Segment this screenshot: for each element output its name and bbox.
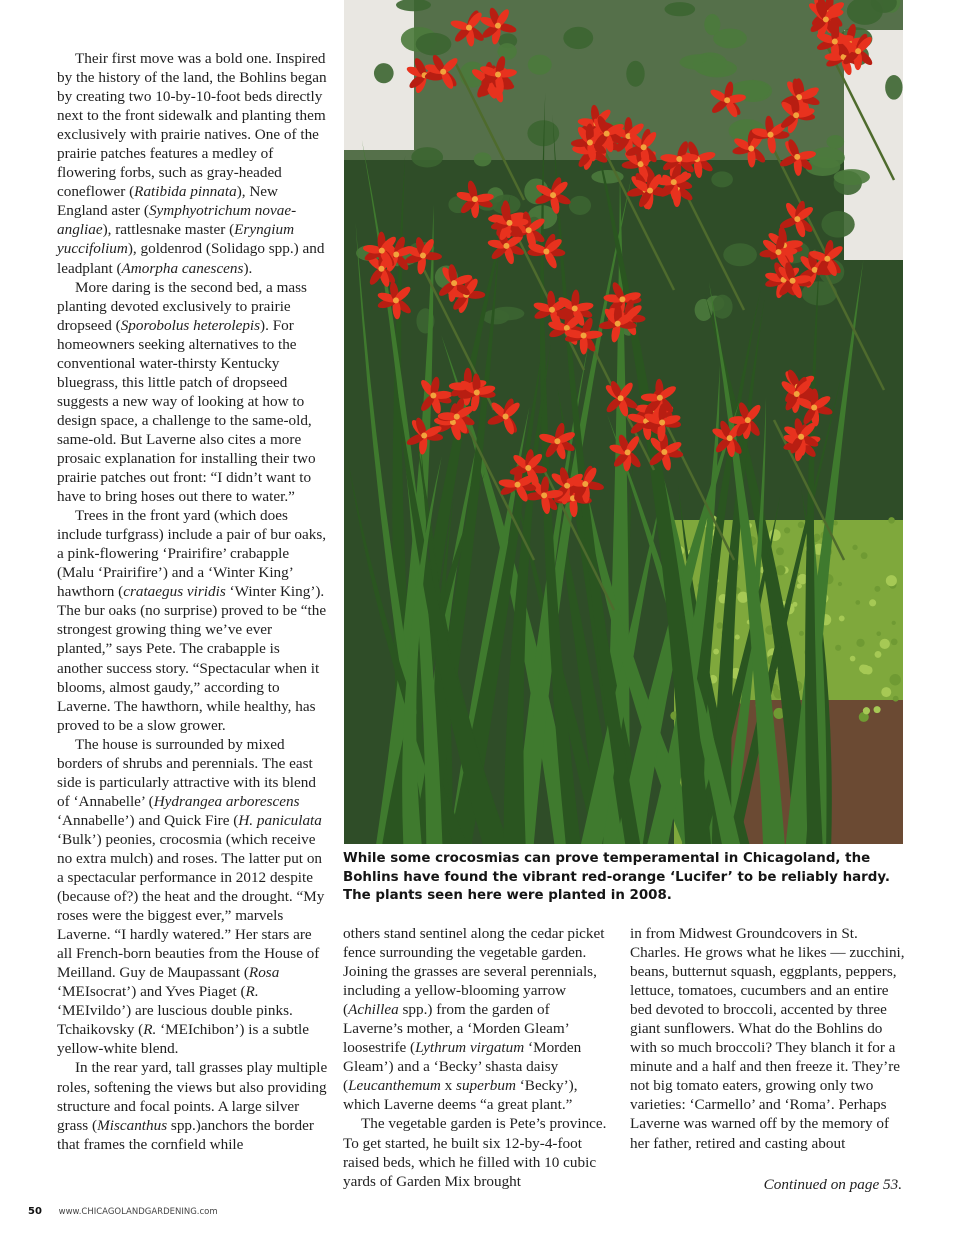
flower-center bbox=[615, 321, 621, 327]
groundcover-leaf bbox=[838, 582, 842, 586]
article-column-right bbox=[630, 924, 906, 1153]
scientific-name: Amorpha canescens bbox=[121, 259, 244, 277]
text-run: ), New England aster ( bbox=[57, 183, 279, 220]
groundcover-leaf bbox=[881, 687, 891, 697]
text-run: The vegetable garden is Pete’s province. To get started, he built six 12-by-4-foot raised beds, which he filled with 10 cubic yards of Garden Mix brought bbox=[343, 1115, 607, 1190]
flower-center bbox=[549, 307, 555, 313]
background-leaf bbox=[665, 2, 696, 16]
groundcover-leaf bbox=[713, 649, 719, 655]
flower-center bbox=[495, 23, 501, 29]
groundcover-leaf bbox=[874, 706, 881, 713]
background-leaf bbox=[821, 211, 854, 238]
text-run: spp.)anchors the border that frames the cornfield while bbox=[57, 1116, 314, 1153]
background-leaf bbox=[569, 196, 591, 215]
text-run: ). bbox=[243, 259, 253, 277]
photo-illustration bbox=[344, 0, 903, 844]
article-paragraph bbox=[57, 49, 329, 278]
photo-caption: While some crocosmias can prove temperamental in Chicagoland, the Bohlins have found the vibrant red-orange ‘Lucifer’ to be reliably hardy. The plants seen here were planted in 2008. bbox=[343, 851, 890, 903]
scientific-name: R. bbox=[245, 983, 259, 1001]
flower-center bbox=[661, 449, 667, 455]
groundcover-leaf bbox=[874, 586, 880, 592]
flower-center bbox=[811, 404, 817, 410]
flower-center bbox=[824, 256, 830, 262]
flower-center bbox=[657, 395, 663, 401]
background-leaf bbox=[697, 60, 736, 78]
text-run: In the rear yard, tall grasses play multiple roles, softening the views but also providing structure and focal points. A large silver grass ( bbox=[57, 1059, 328, 1134]
groundcover-leaf bbox=[839, 616, 845, 622]
text-run: ). For homeowners seeking alternatives to the conventional water-thirsty Kentucky bluegrass, this little patch of dropseed suggests a new way of looking at how to design space, a challenge to the same-old, same-old. But Laverne also cites a more prosaic explanation for installing their two prairie patches out front: “I didn’t want to have to bring hoses out there to water.” bbox=[57, 316, 316, 506]
groundcover-leaf bbox=[776, 547, 784, 555]
flower-center bbox=[495, 72, 501, 78]
groundcover-leaf bbox=[856, 639, 864, 647]
groundcover-leaf bbox=[717, 622, 724, 629]
text-run: ‘Winter King’). The bur oaks (no surprise) proved to be “the strongest growing thing we’ve ever planted,” says Pete. The crabapple is another success story. “Spectacular when it blooms, almost gaudy,” according to Laverne. The hawthorn, while healthy, has proved to be a slow grower. bbox=[57, 583, 327, 734]
groundcover-leaf bbox=[769, 529, 781, 541]
flower-center bbox=[379, 248, 385, 254]
article-paragraph bbox=[630, 924, 906, 1153]
flower-center bbox=[676, 156, 682, 162]
background-leaf bbox=[712, 295, 732, 319]
background-leaf bbox=[826, 135, 844, 149]
flower-center bbox=[525, 465, 531, 471]
flower-center bbox=[503, 413, 509, 419]
flower-center bbox=[474, 390, 480, 396]
article-column-left bbox=[57, 49, 329, 1154]
flower-center bbox=[832, 39, 838, 45]
text-run: Trees in the front yard (which does include turfgrass) include a pair of bur oaks, a pink-flowering ‘Prairifire’ crabapple (Malu ‘Prairifire’) and a ‘Winter King’ hawthorn ( bbox=[57, 507, 327, 601]
flower-center bbox=[543, 248, 549, 254]
scientific-name: Rosa bbox=[248, 964, 280, 982]
flower-center bbox=[554, 438, 560, 444]
flower-center bbox=[671, 179, 677, 185]
scientific-name: Ratibida pinnata bbox=[134, 183, 237, 201]
flower-center bbox=[582, 481, 588, 487]
background-leaf bbox=[711, 171, 733, 187]
background-leaf bbox=[563, 27, 593, 49]
text-run: ), goldenrod (Solidago spp.) and leadplant ( bbox=[57, 240, 325, 277]
flower-center bbox=[775, 249, 781, 255]
flower-center bbox=[451, 280, 457, 286]
continued-note: Continued on page 53. bbox=[763, 1176, 902, 1193]
background-leaf bbox=[626, 61, 644, 87]
scientific-name: superbum bbox=[456, 1077, 516, 1095]
scientific-name: Symphyotrichum novae-angliae bbox=[57, 202, 297, 239]
groundcover-leaf bbox=[784, 527, 790, 533]
flower-center bbox=[378, 266, 384, 272]
flower-center bbox=[515, 482, 521, 488]
flower-center bbox=[506, 220, 512, 226]
flower-center bbox=[793, 112, 799, 118]
background-leaf bbox=[483, 310, 510, 325]
background-leaf bbox=[411, 147, 443, 167]
groundcover-leaf bbox=[888, 517, 895, 524]
flower-center bbox=[618, 395, 624, 401]
groundcover-leaf bbox=[893, 696, 899, 702]
flower-center bbox=[724, 97, 730, 103]
groundcover-leaf bbox=[891, 639, 898, 646]
background-leaf bbox=[834, 169, 870, 185]
flower-center bbox=[768, 132, 774, 138]
article-paragraph bbox=[343, 1114, 611, 1190]
groundcover-leaf bbox=[852, 545, 857, 550]
text-run: ‘MEIchibon’) is a subtle yellow-white blend. bbox=[57, 1021, 310, 1058]
background-leaf bbox=[704, 14, 720, 35]
flower-center bbox=[420, 253, 426, 259]
article-paragraph bbox=[57, 506, 329, 735]
text-run: The house is surrounded by mixed borders of shrubs and perennials. The east side is particularly attractive with its blend of ‘Annabelle’ ( bbox=[57, 735, 316, 810]
text-run: ), rattlesnake master ( bbox=[102, 221, 235, 239]
article-column-middle bbox=[343, 924, 611, 1191]
flower-center bbox=[550, 192, 556, 198]
flower-center bbox=[541, 492, 547, 498]
article-paragraph bbox=[57, 1058, 329, 1153]
groundcover-leaf bbox=[863, 707, 870, 714]
flower-center bbox=[503, 243, 509, 249]
groundcover-leaf bbox=[892, 621, 896, 625]
groundcover-leaf bbox=[876, 631, 881, 636]
groundcover-leaf bbox=[850, 656, 856, 662]
flower-center bbox=[798, 434, 804, 440]
scientific-name: crataegus viridis bbox=[123, 583, 226, 601]
scientific-name: H. paniculata bbox=[238, 811, 322, 829]
groundcover-leaf bbox=[773, 689, 781, 697]
scientific-name: R. bbox=[143, 1021, 157, 1039]
flower-center bbox=[794, 216, 800, 222]
flower-center bbox=[454, 414, 460, 420]
flower-center bbox=[823, 16, 829, 22]
text-run: ‘Becky’), which Laverne deems “a great plant.” bbox=[343, 1077, 578, 1114]
flower-center bbox=[659, 419, 665, 425]
groundcover-leaf bbox=[798, 522, 805, 529]
background-leaf bbox=[416, 33, 452, 56]
background-leaf bbox=[885, 75, 902, 100]
article-paragraph bbox=[57, 735, 329, 1059]
flower-center bbox=[430, 392, 436, 398]
text-run: ‘Annabelle’) and Quick Fire ( bbox=[57, 811, 239, 829]
text-run: others stand sentinel along the cedar picket fence surrounding the vegetable garden. Joining the grasses are several perennials, including a yellow-blooming yarrow ( bbox=[343, 925, 605, 1019]
flower-center bbox=[641, 144, 647, 150]
scientific-name: Eryngium yuccifolium bbox=[57, 221, 295, 258]
text-run: ‘Bulk’) peonies, crocosmia (which receive no extra mulch) and roses. The latter put on a spectacular performance in 2012 despite (because of?) the heat and the drought. “My roses were the biggest ever,” marvels Laverne. “I hardly watered.” Her stars are all French-born beauties from the House of Meilland. Guy de Maupassant ( bbox=[57, 830, 325, 982]
text-run: ‘MEIvildo’) are luscious double pinks. Tchaikovsky ( bbox=[57, 1002, 293, 1039]
scientific-name: Hydrangea arborescens bbox=[153, 792, 300, 810]
flower-center bbox=[581, 332, 587, 338]
website-url: www.CHICAGOLANDGARDENING.com bbox=[58, 1207, 218, 1217]
article-paragraph bbox=[343, 924, 611, 1114]
flower-center bbox=[604, 131, 610, 137]
background-leaf bbox=[695, 299, 713, 321]
scientific-name: Lythrum virgatum bbox=[415, 1039, 525, 1057]
flower-center bbox=[647, 188, 653, 194]
crocosmia-photo bbox=[344, 0, 903, 844]
groundcover-leaf bbox=[875, 651, 882, 658]
flower-center bbox=[440, 69, 446, 75]
background-leaf bbox=[374, 63, 394, 83]
background-leaf bbox=[528, 55, 552, 75]
groundcover-leaf bbox=[886, 575, 897, 586]
scientific-name: Achillea bbox=[348, 1001, 399, 1019]
scientific-name: Sporobolus heterolepis bbox=[120, 316, 261, 334]
flower-center bbox=[794, 391, 800, 397]
flower-center bbox=[393, 297, 399, 303]
article-paragraph bbox=[57, 278, 329, 507]
groundcover-leaf bbox=[880, 639, 890, 649]
groundcover-leaf bbox=[735, 635, 740, 640]
flower-center bbox=[572, 306, 578, 312]
background-leaf bbox=[497, 43, 516, 60]
groundcover-leaf bbox=[855, 600, 860, 605]
flower-center bbox=[625, 449, 631, 455]
groundcover-leaf bbox=[861, 552, 868, 559]
background-leaf bbox=[474, 152, 492, 166]
page-number: 50 bbox=[28, 1206, 42, 1217]
groundcover-leaf bbox=[869, 599, 876, 606]
background-leaf bbox=[723, 243, 757, 266]
flower-center bbox=[472, 196, 478, 202]
flower-center bbox=[745, 417, 751, 423]
text-run: spp.) from the garden of Laverne’s mother, a ‘Morden Gleam’ loosestrife ( bbox=[343, 1001, 569, 1057]
flower-center bbox=[526, 227, 532, 233]
text-run: in from Midwest Groundcovers in St. Charles. He grows what he likes — zucchini, beans, butternut squash, eggplants, peppers, lettuce, tomatoes, cucumbers and an entire bed devoted to broccoli, accented by three giant sunflowers. What do the Bohlins do with so much broccoli? They blanch it for a minute and a half and then freeze it. They’re not big tomato eaters, growing only two varieties: ‘Carmello’ and ‘Roma’. Perhaps Laverne was warned off by the memory of her father, retired and casting about bbox=[630, 925, 905, 1152]
flower-center bbox=[619, 296, 625, 302]
flower-center bbox=[790, 278, 796, 284]
flower-center bbox=[748, 145, 754, 151]
groundcover-leaf bbox=[889, 674, 900, 685]
text-run: ‘MEIsocrat’) and Yves Piaget ( bbox=[57, 983, 246, 1001]
flower-center bbox=[466, 25, 472, 31]
text-run: Their first move was a bold one. Inspired by the history of the land, the Bohlins began by creating two 10-by-10-foot beds directly next to the front sidewalk and planting them exclusively with prairie natives. One of the prairie patches features a medley of flowering forbs, such as gray-headed coneflower ( bbox=[57, 50, 327, 201]
flower-center bbox=[855, 48, 861, 54]
page-footer bbox=[28, 1206, 218, 1217]
flower-center bbox=[794, 154, 800, 160]
scientific-name: Miscanthus bbox=[97, 1116, 168, 1134]
groundcover-leaf bbox=[861, 665, 870, 674]
groundcover-leaf bbox=[799, 631, 804, 636]
text-run: x bbox=[440, 1077, 457, 1095]
scientific-name: Leucanthemum bbox=[348, 1077, 441, 1095]
flower-center bbox=[393, 251, 399, 257]
background-leaf bbox=[809, 147, 845, 168]
groundcover-leaf bbox=[835, 645, 841, 651]
text-run: ‘Morden Gleam’) and a ‘Becky’ shasta daisy ( bbox=[343, 1039, 582, 1095]
flower-center bbox=[587, 140, 593, 146]
groundcover-leaf bbox=[797, 583, 802, 588]
text-run: More daring is the second bed, a mass planting devoted exclusively to prairie dropseed ( bbox=[57, 278, 307, 334]
flower-center bbox=[727, 435, 733, 441]
flower-center bbox=[421, 433, 427, 439]
